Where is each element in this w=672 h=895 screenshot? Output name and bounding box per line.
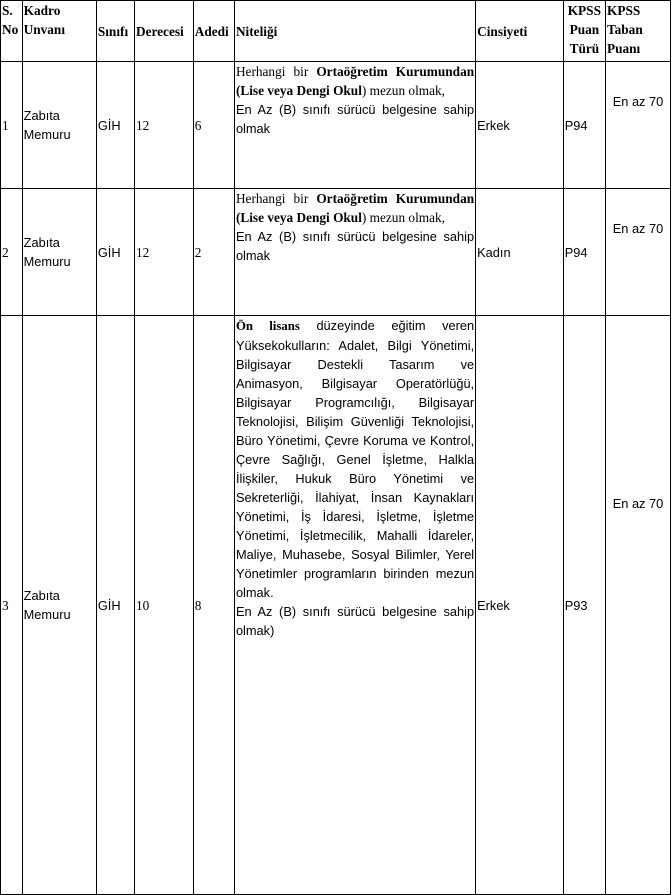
cell-derecesi: 10 [134,316,193,895]
header-niteligi: Niteliği [234,1,475,62]
nitelik-post: ) mezun olmak, [361,83,445,98]
header-adedi: Adedi [193,1,234,62]
header-row [1,1,671,62]
cell-taban-puani: En az 70 [605,62,670,189]
header-taban-puani: KPSS Taban Puanı [605,1,670,62]
cell-puan-turu: P93 [563,316,605,895]
cell-adedi: 6 [193,62,234,189]
cell-unvan: Zabıta Memuru [22,62,96,189]
header-derecesi: Derecesi [134,1,193,62]
cell-adedi: 8 [193,316,234,895]
cell-adedi: 2 [193,189,234,316]
cell-unvan: Zabıta Memuru [22,316,96,895]
cell-no: 3 [1,316,23,895]
nitelik-bold: Ortaöğretim Kurumundan (Lise veya Dengi Okul [235,64,475,98]
table-row [1,62,671,189]
cell-no: 1 [1,62,23,189]
cell-cinsiyeti: Erkek [476,62,564,189]
cell-nitelik [234,189,475,316]
cell-derecesi: 12 [134,189,193,316]
header-sinifi: Sınıfı [96,1,134,62]
nitelik-post: düzeyinde eğitim veren Yüksekokulların: Adalet, Bilgi Yönetimi, Bilgisayar Destekli Tasarım ve Animasyon, Bilgisayar Operatörlüğü, Bilgisayar Programcılığı, Bilgisayar Teknolojisi, Bilişim Güvenliği Teknolojisi, Büro Yönetimi, Çevre Koruma ve Kontrol, Çevre Sağlığı, Genel İşletme, Halkla İlişkiler, Hukuk Büro Yönetimi ve Sekreterliği, İlahiyat, İnsan Kaynakları Yönetimi, İş İdaresi, İşletme, İşletme Yönetimi, İşletmecilik, Mahalli İdareler, Maliye, Muhasebe, Sosyal Bilimler, Yerel Yönetimler programların birinden mezun olmak. [235,318,475,600]
nitelik-pre: Herhangi bir [235,64,317,79]
nitelik-post: ) mezun olmak, [361,210,445,225]
nitelik-extra: En Az (B) sınıfı sürücü belgesine sahip olmak [235,229,475,263]
nitelik-extra: En Az (B) sınıfı sürücü belgesine sahip olmak [235,102,475,136]
cell-derecesi: 12 [134,62,193,189]
cell-no: 2 [1,189,23,316]
cell-sinifi: GİH [96,316,134,895]
cell-cinsiyeti: Erkek [476,316,564,895]
nitelik-extra: En Az (B) sınıfı sürücü belgesine sahip olmak) [235,604,475,638]
nitelik-bold: Ortaöğretim Kurumundan (Lise veya Dengi Okul [235,191,475,225]
cell-nitelik [234,62,475,189]
table-row [1,316,671,895]
cell-unvan: Zabıta Memuru [22,189,96,316]
nitelik-bold: Ön lisans [235,319,300,333]
header-cinsiyeti: Cinsiyeti [476,1,564,62]
cell-puan-turu: P94 [563,62,605,189]
header-no: S. No [1,1,23,62]
nitelik-pre: Herhangi bir [235,191,317,206]
cell-sinifi: GİH [96,189,134,316]
header-unvan: Kadro Unvanı [22,1,96,62]
cell-puan-turu: P94 [563,189,605,316]
cell-taban-puani: En az 70 [605,189,670,316]
cell-nitelik [234,316,475,895]
table-row [1,189,671,316]
cell-sinifi: GİH [96,62,134,189]
header-puan-turu: KPSS Puan Türü [563,1,605,62]
cell-taban-puani: En az 70 [605,316,670,895]
cell-cinsiyeti: Kadın [476,189,564,316]
